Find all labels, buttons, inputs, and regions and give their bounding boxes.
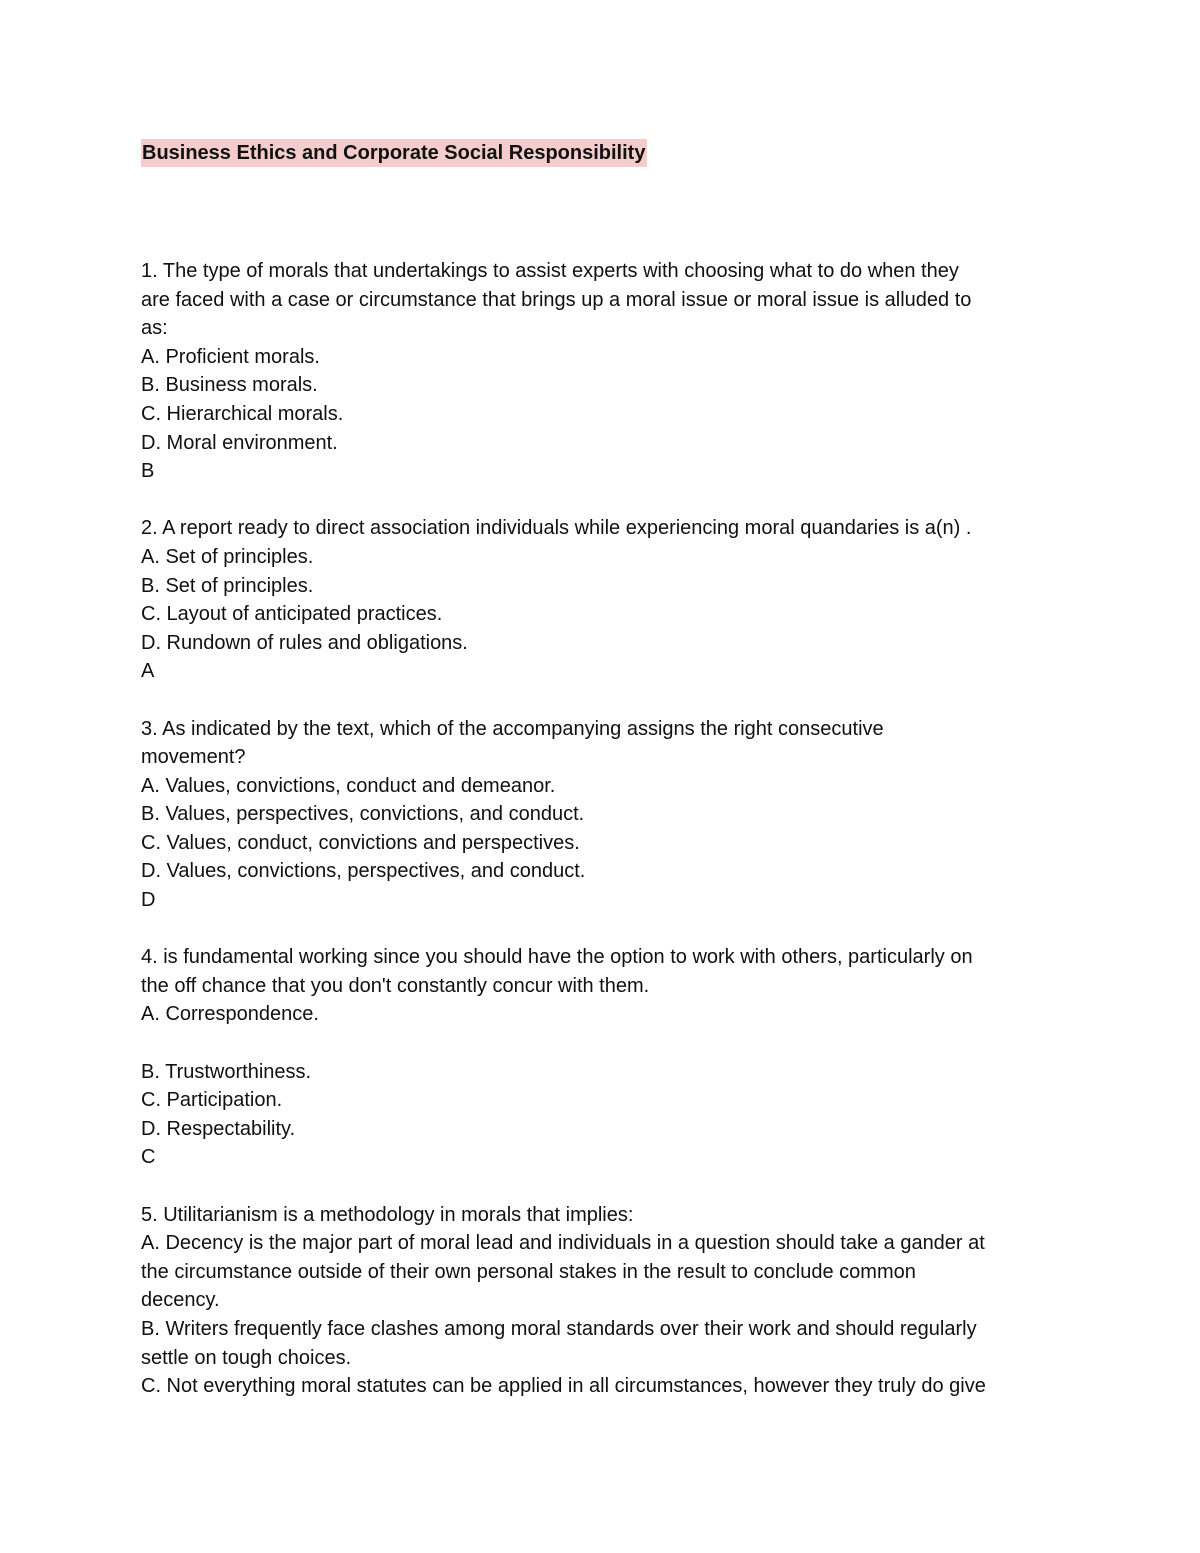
answer-option: C. Values, conduct, convictions and perspectives. xyxy=(141,831,580,854)
question-block xyxy=(141,943,1061,1172)
answer-key: C xyxy=(141,1146,156,1169)
question-stem-line: 3. As indicated by the text, which of the accompanying assigns the right consecutive xyxy=(141,717,884,740)
question-stem-line: movement? xyxy=(141,746,246,769)
answer-option: B. Set of principles. xyxy=(141,574,314,597)
question-list xyxy=(141,257,1061,1401)
answer-option: C. Hierarchical morals. xyxy=(141,402,344,425)
question-stem-line: 1. The type of morals that undertakings to assist experts with choosing what to do when they xyxy=(141,260,959,282)
question-stem-line: 4. is fundamental working since you should have the option to work with others, particularly on xyxy=(141,946,973,969)
question-block xyxy=(141,514,1061,686)
question-stem-line: the off chance that you don't constantly concur with them. xyxy=(141,974,650,997)
answer-key: D xyxy=(141,889,156,912)
blank-line xyxy=(141,1029,1061,1058)
question-stem-line: 2. A report ready to direct association individuals while experiencing moral quandaries is a(n) . xyxy=(141,517,972,540)
answer-option: settle on tough choices. xyxy=(141,1346,352,1369)
answer-option: D. Moral environment. xyxy=(141,431,338,454)
question-block xyxy=(141,1201,1061,1401)
document-page xyxy=(141,139,1061,1429)
answer-option: B. Writers frequently face clashes among moral standards over their work and should regularly xyxy=(141,1317,977,1340)
answer-option: C. Participation. xyxy=(141,1089,283,1112)
question-block xyxy=(141,257,1061,486)
answer-option: D. Respectability. xyxy=(141,1117,296,1140)
answer-option: A. Decency is the major part of moral lead and individuals in a question should take a gander at xyxy=(141,1232,985,1255)
answer-option: A. Values, convictions, conduct and demeanor. xyxy=(141,774,556,797)
answer-option: B. Business morals. xyxy=(141,374,318,397)
answer-option: D. Values, convictions, perspectives, and conduct. xyxy=(141,860,586,883)
question-stem-line: are faced with a case or circumstance that brings up a moral issue or moral issue is alluded to xyxy=(141,288,972,311)
answer-key: B xyxy=(141,460,155,483)
question-stem-line: 5. Utilitarianism is a methodology in morals that implies: xyxy=(141,1203,634,1226)
question-block xyxy=(141,715,1061,915)
answer-key: A xyxy=(141,660,155,683)
answer-option: A. Set of principles. xyxy=(141,545,314,568)
question-stem-line: as: xyxy=(141,317,168,340)
answer-option: A. Correspondence. xyxy=(141,1003,319,1026)
title-spacer xyxy=(141,167,1061,257)
answer-option: D. Rundown of rules and obligations. xyxy=(141,631,468,654)
answer-option: B. Values, perspectives, convictions, and conduct. xyxy=(141,803,585,826)
answer-option: the circumstance outside of their own personal stakes in the result to conclude common xyxy=(141,1260,916,1283)
answer-option: decency. xyxy=(141,1289,220,1312)
answer-option: C. Layout of anticipated practices. xyxy=(141,603,443,626)
document-title: Business Ethics and Corporate Social Responsibility xyxy=(141,139,647,167)
answer-option: B. Trustworthiness. xyxy=(141,1060,312,1083)
answer-option: C. Not everything moral statutes can be applied in all circumstances, however they truly do give xyxy=(141,1375,986,1398)
answer-option: A. Proficient morals. xyxy=(141,345,320,368)
